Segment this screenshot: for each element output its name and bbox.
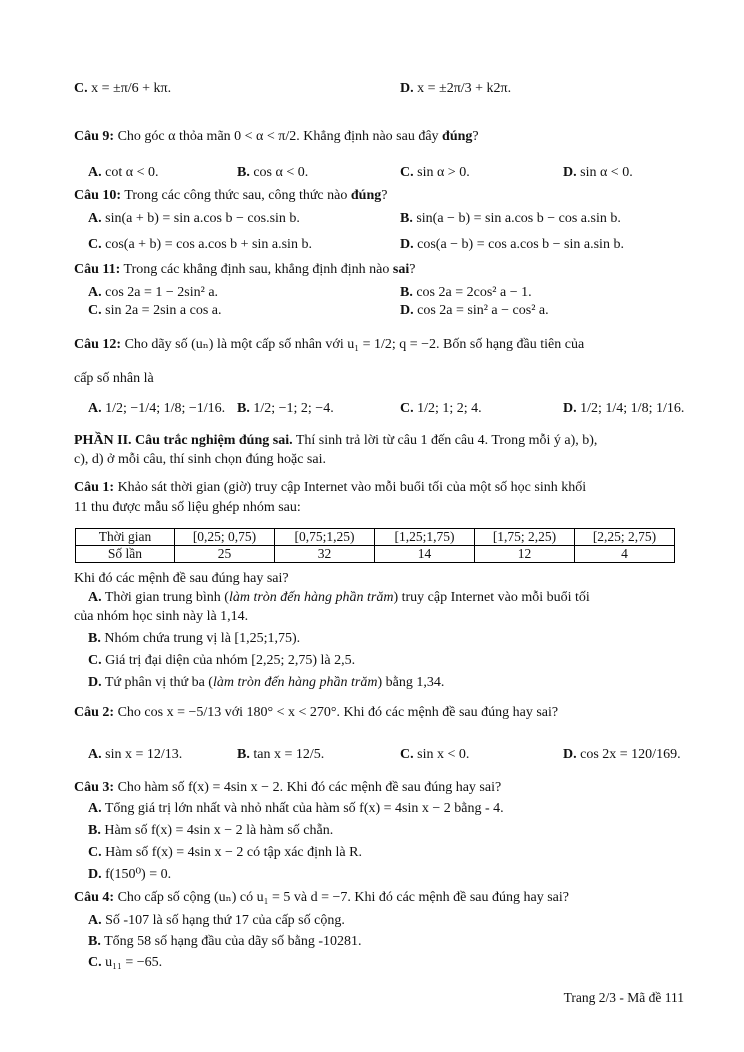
page-footer: Trang 2/3 - Mã đề 111 xyxy=(563,990,684,1005)
q10-option-a: A. sin(a + b) = sin a.cos b − cos.sin b. xyxy=(88,211,300,226)
p2q1-stem-line2: 11 thu được mẫu số liệu ghép nhóm sau: xyxy=(74,500,301,515)
q10-option-b: B. sin(a − b) = sin a.cos b − cos a.sin b. xyxy=(400,211,621,226)
p2q4-stem: Câu 4: Cho cấp số cộng (uₙ) có u₁ = 5 và d = −7. Khi đó các mệnh đề sau đúng hay sai? xyxy=(74,890,569,905)
q8-option-c: C. x = ±π/6 + kπ. xyxy=(74,81,172,96)
p2q1-statement-a: A. Thời gian trung bình (làm tròn đến hàng phần trăm) truy cập Internet vào mỗi buổi tối xyxy=(88,590,590,605)
q12-option-b: B. 1/2; −1; 2; −4. xyxy=(237,401,334,416)
q9-option-c: C. sin α > 0. xyxy=(400,165,470,180)
table-cell: [0,75;1,25) xyxy=(275,529,375,546)
q9-stem: Câu 9: Cho góc α thỏa mãn 0 < α < π/2. Khẳng định nào sau đây đúng? xyxy=(74,129,479,144)
part2-heading-line2: c), d) ở mỗi câu, thí sinh chọn đúng hoặc sai. xyxy=(74,452,326,467)
q10-option-c: C. cos(a + b) = cos a.cos b + sin a.sin b. xyxy=(88,237,312,252)
table-cell: [0,25; 0,75) xyxy=(175,529,275,546)
table-header-cell: Số lần xyxy=(76,546,175,563)
table-cell: 32 xyxy=(275,546,375,563)
q12-option-d: D. 1/2; 1/4; 1/8; 1/16. xyxy=(563,401,685,416)
q12-stem: Câu 12: Cho dãy số (uₙ) là một cấp số nhân với u₁ = 1/2; q = −2. Bốn số hạng đầu tiên của xyxy=(74,337,585,352)
p2q2-option-d: D. cos 2x = 120/169. xyxy=(563,747,681,762)
p2q1-statement-d: D. Tứ phân vị thứ ba (làm tròn đến hàng phần trăm) bằng 1,34. xyxy=(88,675,445,690)
table-row xyxy=(76,529,675,546)
q9-option-d: D. sin α < 0. xyxy=(563,165,633,180)
table-cell: 14 xyxy=(375,546,475,563)
table-cell: [1,75; 2,25) xyxy=(475,529,575,546)
q12-option-c: C. 1/2; 1; 2; 4. xyxy=(400,401,482,416)
p2q2-option-b: B. tan x = 12/5. xyxy=(237,747,325,762)
q11-option-a: A. cos 2a = 1 − 2sin² a. xyxy=(88,285,219,300)
p2q3-statement-d: D. f(150⁰) = 0. xyxy=(88,867,172,882)
q9-option-b: B. cos α < 0. xyxy=(237,165,309,180)
p2q2-stem: Câu 2: Cho cos x = −5/13 với 180° < x < 270°. Khi đó các mệnh đề sau đúng hay sai? xyxy=(74,705,559,720)
q11-stem: Câu 11: Trong các khẳng định sau, khẳng định định nào sai? xyxy=(74,262,416,277)
p2q1-statement-c: C. Giá trị đại diện của nhóm [2,25; 2,75) là 2,5. xyxy=(88,653,356,668)
q8-option-d: D. x = ±2π/3 + k2π. xyxy=(400,81,512,96)
p2q3-statement-c: C. Hàm số f(x) = 4sin x − 2 có tập xác định là R. xyxy=(88,845,362,860)
p2q2-option-a: A. sin x = 12/13. xyxy=(88,747,183,762)
p2q2-option-c: C. sin x < 0. xyxy=(400,747,470,762)
p2q1-stem: Câu 1: Khảo sát thời gian (giờ) truy cập Internet vào mỗi buổi tối của một số học sinh khối xyxy=(74,480,587,495)
table-header-cell: Thời gian xyxy=(76,529,175,546)
table-row xyxy=(76,546,675,563)
q11-option-b: B. cos 2a = 2cos² a − 1. xyxy=(400,285,532,300)
q12-option-a: A. 1/2; −1/4; 1/8; −1/16. xyxy=(88,401,226,416)
p2q4-statement-c: C. u₁₁ = −65. xyxy=(88,955,163,970)
q11-option-d: D. cos 2a = sin² a − cos² a. xyxy=(400,303,549,318)
q9-option-a: A. cot α < 0. xyxy=(88,165,159,180)
q10-stem: Câu 10: Trong các công thức sau, công thức nào đúng? xyxy=(74,188,388,203)
p2q3-stem: Câu 3: Cho hàm số f(x) = 4sin x − 2. Khi đó các mệnh đề sau đúng hay sai? xyxy=(74,780,502,795)
frequency-table xyxy=(75,528,675,563)
table-cell: 12 xyxy=(475,546,575,563)
p2q1-statement-a-line2: của nhóm học sinh này là 1,14. xyxy=(74,609,249,624)
p2q3-statement-b: B. Hàm số f(x) = 4sin x − 2 là hàm số chẵn. xyxy=(88,823,334,838)
table-cell: 4 xyxy=(575,546,675,563)
p2q3-statement-a: A. Tổng giá trị lớn nhất và nhỏ nhất của hàm số f(x) = 4sin x − 2 bằng - 4. xyxy=(88,801,504,816)
table-cell: [2,25; 2,75) xyxy=(575,529,675,546)
p2q1-prompt: Khi đó các mệnh đề sau đúng hay sai? xyxy=(74,571,289,586)
q11-option-c: C. sin 2a = 2sin a cos a. xyxy=(88,303,222,318)
part2-heading: PHẦN II. Câu trắc nghiệm đúng sai. Thí sinh trả lời từ câu 1 đến câu 4. Trong mỗi ý a), b), xyxy=(74,433,598,448)
p2q1-statement-b: B. Nhóm chứa trung vị là [1,25;1,75). xyxy=(88,631,301,646)
p2q4-statement-a: A. Số -107 là số hạng thứ 17 của cấp số cộng. xyxy=(88,913,345,928)
q12-stem-line2: cấp số nhân là xyxy=(74,371,154,386)
table-cell: [1,25;1,75) xyxy=(375,529,475,546)
table-cell: 25 xyxy=(175,546,275,563)
p2q4-statement-b: B. Tổng 58 số hạng đầu của dãy số bằng -10281. xyxy=(88,934,362,949)
q10-option-d: D. cos(a − b) = cos a.cos b − sin a.sin b. xyxy=(400,237,624,252)
